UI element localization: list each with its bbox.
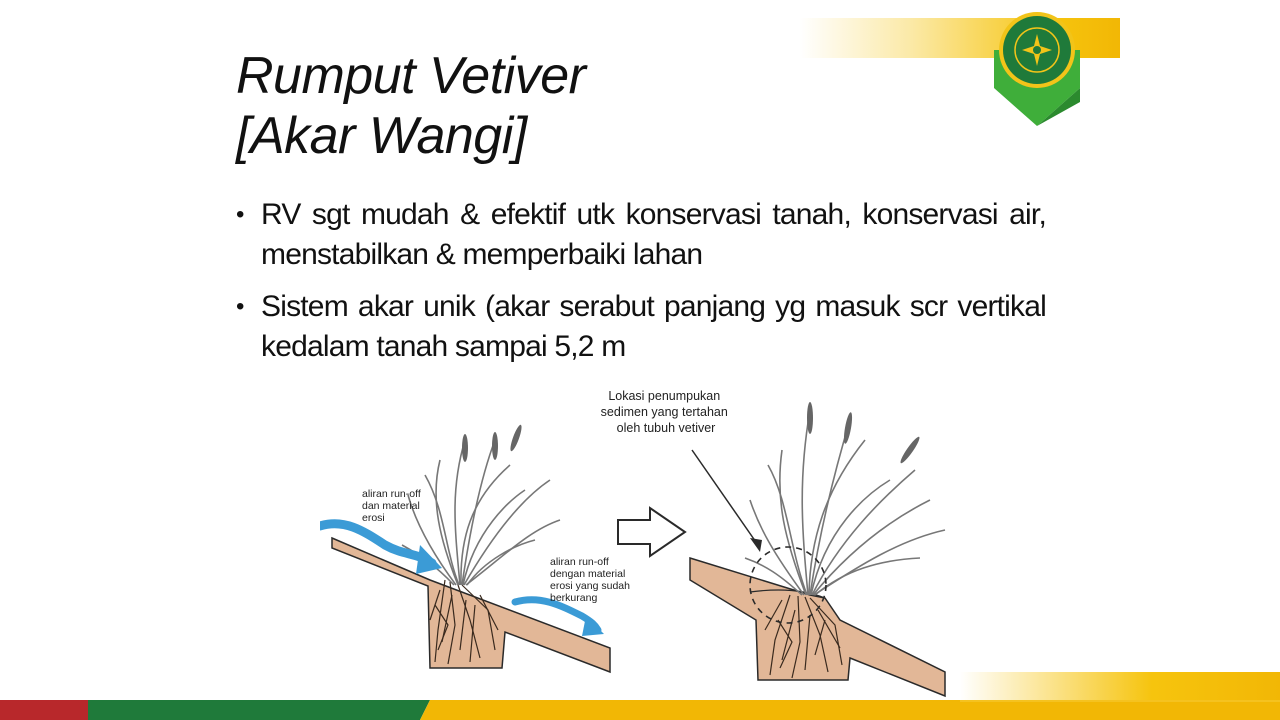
sediment-label: Lokasi penumpukan sedimen yang tertahan oleh tubuh vetiver (600, 389, 728, 435)
bullet-list (236, 195, 1046, 379)
university-logo (994, 10, 1080, 126)
bullet-text: Sistem akar unik (akar serabut panjang yg masuk scr vertikal kedalam tanah sampai 5,2 m (261, 290, 1046, 363)
slide-title-line-1: Rumput Vetiver (236, 47, 586, 105)
sediment-pointer-arrowhead (750, 538, 762, 552)
footer-color-band (0, 700, 1280, 720)
sediment-pointer-line (692, 450, 758, 545)
left-seed-heads (462, 424, 524, 462)
right-seed-heads (807, 402, 922, 465)
runoff-out-label: aliran run-off dengan material erosi yang sudah berkurang (550, 556, 630, 604)
slide-title (236, 46, 585, 166)
bullet-dot: • (236, 293, 244, 320)
vetiver-erosion-illustration (320, 380, 980, 700)
slide-title-line-2: [Akar Wangi] (236, 107, 527, 165)
transition-arrow (618, 508, 685, 556)
left-slope-panel (320, 424, 633, 672)
bullet-item (236, 195, 1046, 275)
bullet-item (236, 287, 1046, 367)
runoff-in-label: aliran run-off dan material erosi (362, 488, 421, 524)
bullet-dot: • (236, 201, 244, 228)
footer-right-accent (960, 672, 1280, 700)
bullet-text: RV sgt mudah & efektif utk konservasi tanah, konservasi air, menstabilkan & memperbaiki lahan (261, 198, 1046, 271)
